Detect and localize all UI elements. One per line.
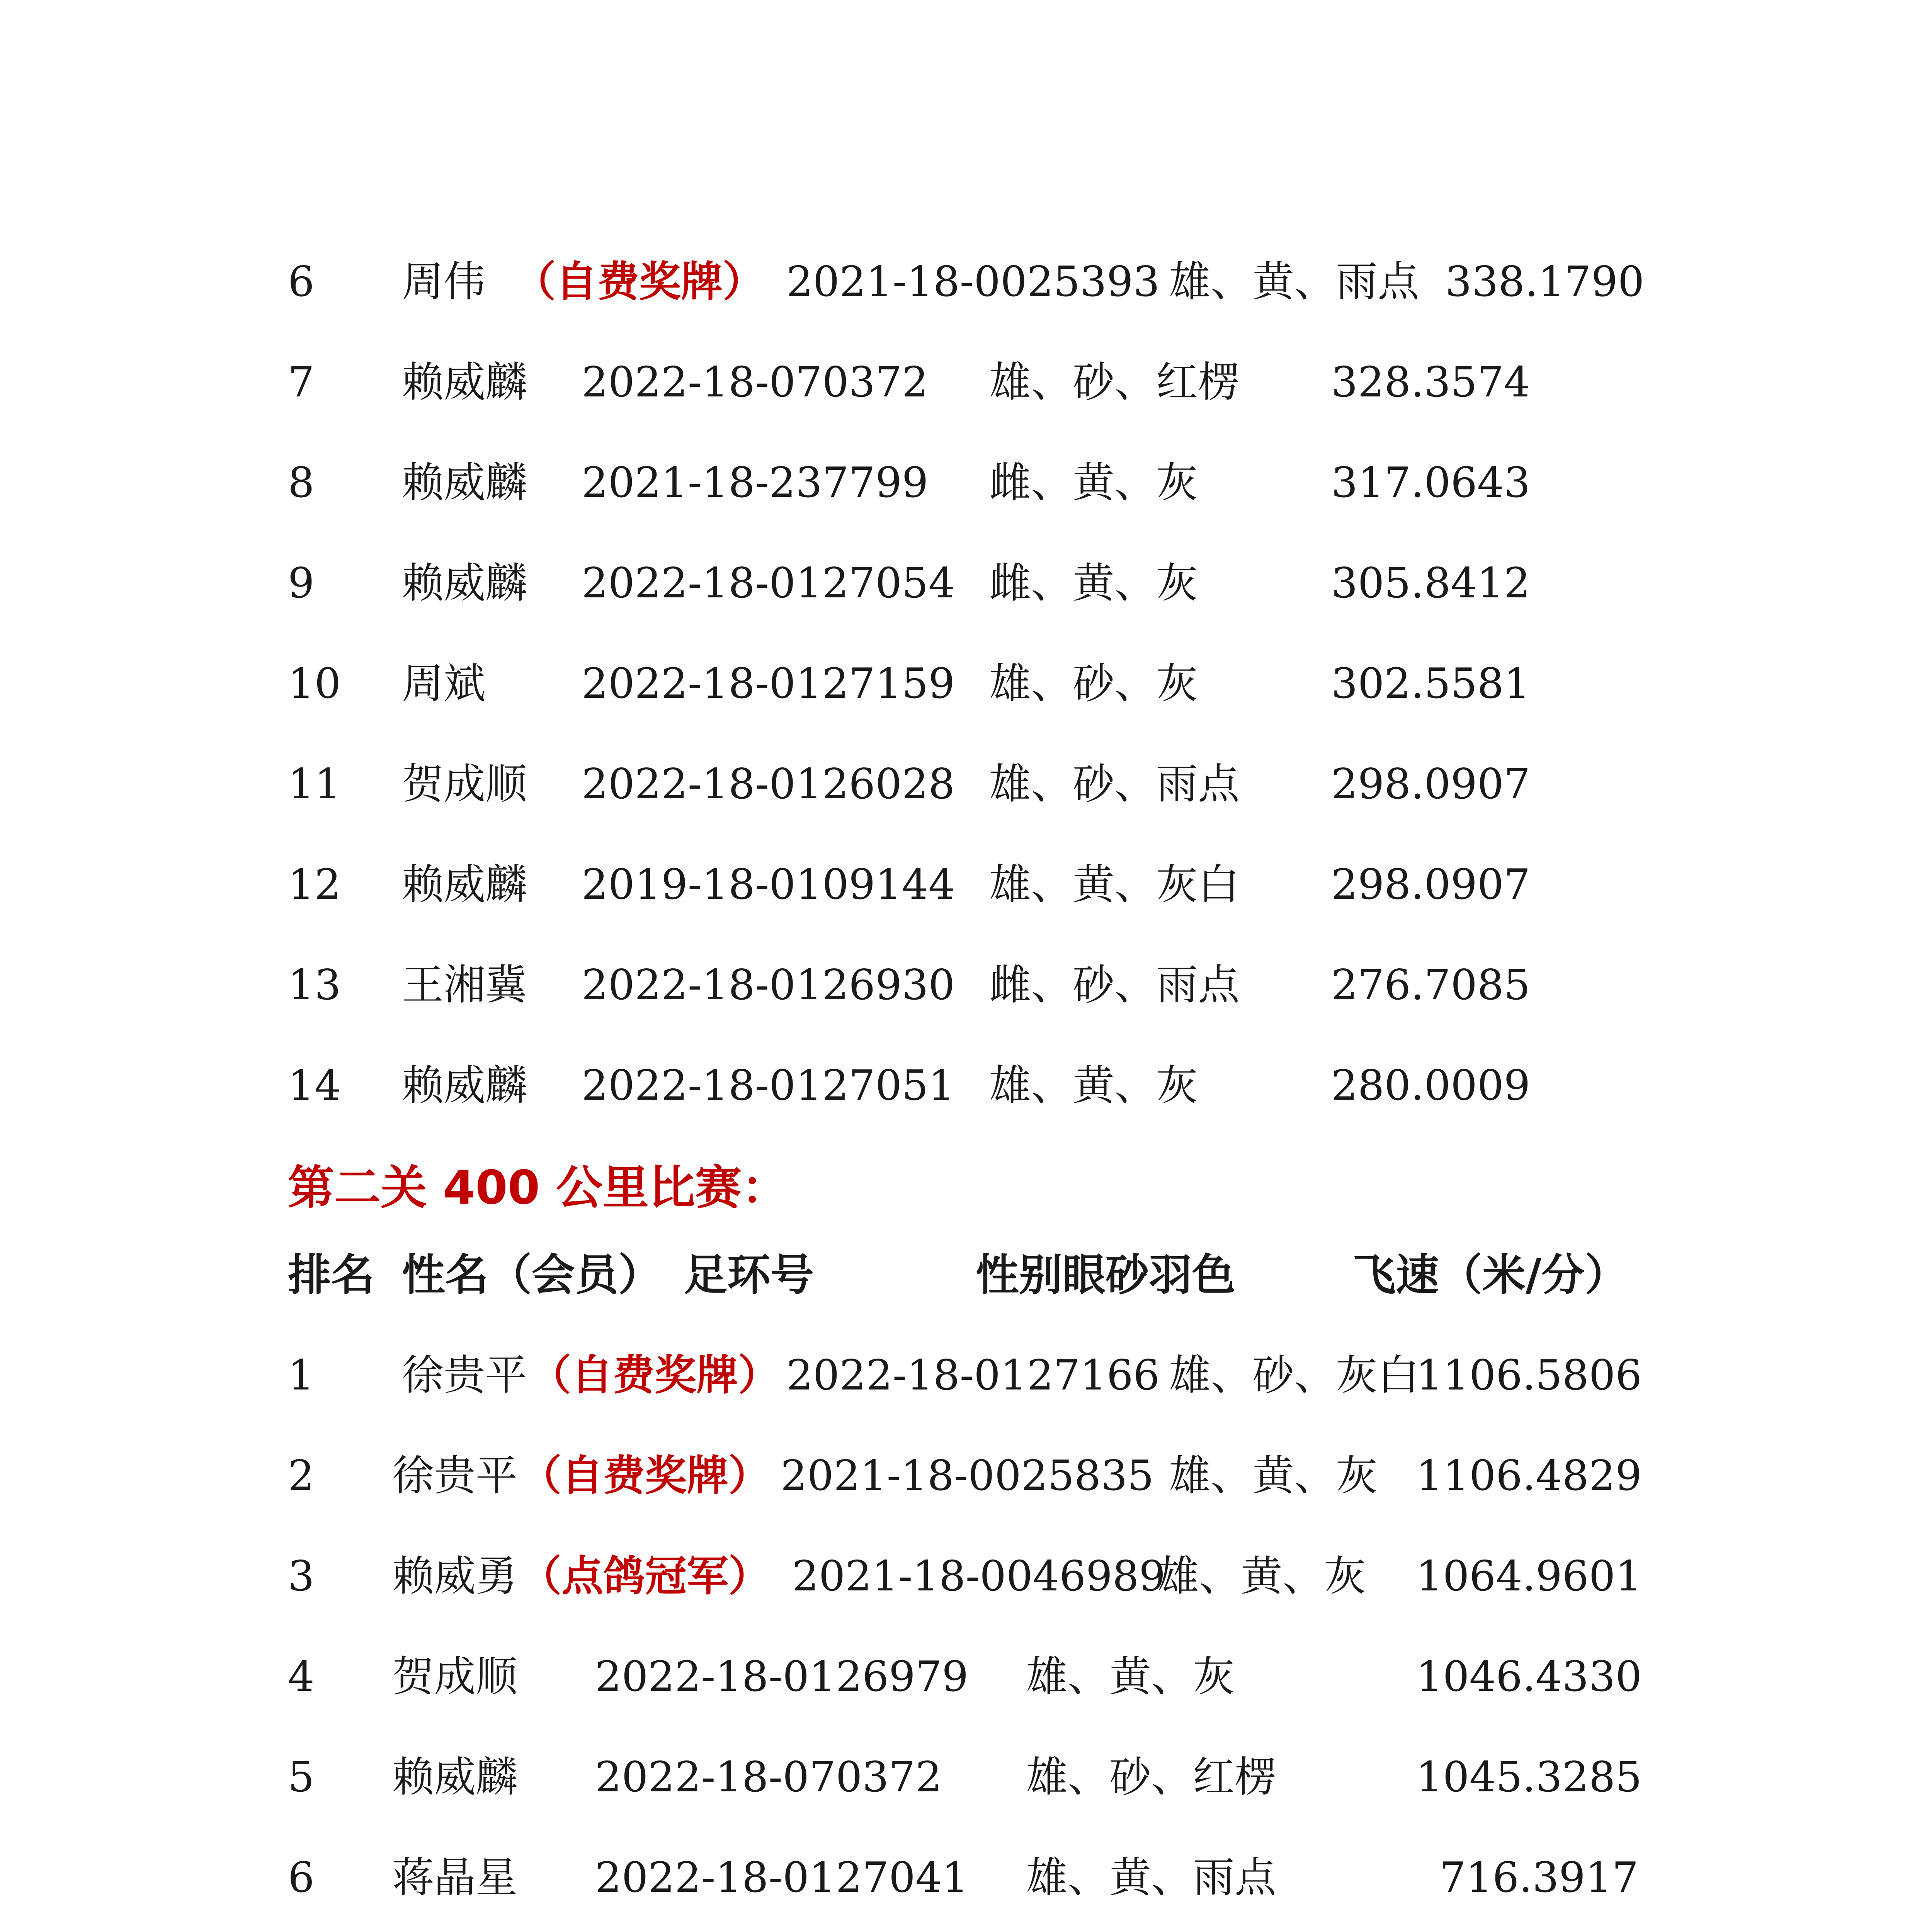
- speed-cell: 716.3917: [1439, 1854, 1639, 1902]
- attr-cell: 雌、黄、灰: [989, 459, 1198, 507]
- table-row: [0, 350, 1917, 415]
- attr-cell: 雄、砂、灰白: [1169, 1351, 1420, 1400]
- rank-cell: 5: [288, 1753, 315, 1801]
- table-row: [0, 1053, 1917, 1119]
- ring-cell: 2022-18-0127159: [582, 660, 955, 708]
- header-name: 性名（会员）: [402, 1250, 662, 1300]
- attr-cell: 雄、砂、雨点: [989, 760, 1240, 808]
- ring-cell: 2022-18-0126979: [595, 1653, 969, 1701]
- table-row: [0, 1644, 1917, 1710]
- rank-cell: 14: [288, 1061, 341, 1110]
- tag-cell: （自费奖牌）: [520, 1452, 771, 1500]
- section-2-title: 第二关 400 公里比赛：: [288, 1161, 788, 1215]
- ring-cell: 2021-18-0025393: [786, 258, 1160, 306]
- name-cell: 贺成顺: [402, 760, 527, 808]
- name-cell: 王湘冀: [402, 961, 527, 1009]
- attr-cell: 雄、黄、灰: [1169, 1452, 1378, 1500]
- ring-cell: 2022-18-0126028: [582, 760, 955, 808]
- header-speed: 飞速（米/分）: [1352, 1250, 1628, 1300]
- speed-cell: 328.3574: [1331, 358, 1531, 406]
- rank-cell: 9: [288, 559, 315, 607]
- speed-cell: 276.7085: [1331, 961, 1531, 1009]
- name-cell: 赖威麟: [402, 559, 527, 607]
- name-cell: 贺成顺: [392, 1653, 518, 1701]
- speed-cell: 305.8412: [1331, 559, 1531, 607]
- table-row: [0, 551, 1917, 616]
- attr-cell: 雄、黄、灰: [1026, 1653, 1235, 1701]
- table-row: [0, 450, 1917, 516]
- name-cell: 周斌: [402, 660, 486, 708]
- rank-cell: 6: [288, 1854, 315, 1902]
- ring-cell: 2022-18-0127166: [786, 1351, 1160, 1400]
- attr-cell: 雌、砂、雨点: [989, 961, 1240, 1009]
- speed-cell: 280.0009: [1331, 1061, 1531, 1110]
- rank-cell: 1: [288, 1351, 315, 1400]
- speed-cell: 1045.3285: [1416, 1753, 1642, 1801]
- name-cell: 周伟: [402, 258, 486, 306]
- name-cell: 徐贵平: [402, 1351, 527, 1400]
- ring-cell: 2021-18-0046989: [792, 1552, 1166, 1600]
- rank-cell: 11: [288, 760, 341, 808]
- ring-cell: 2021-18-0025835: [781, 1452, 1154, 1500]
- ring-cell: 2019-18-0109144: [582, 861, 955, 909]
- ring-cell: 2022-18-070372: [595, 1753, 942, 1801]
- speed-cell: 1046.4330: [1416, 1653, 1642, 1701]
- header-attr: 性别眼砂羽色: [976, 1250, 1235, 1300]
- attr-cell: 雄、砂、红楞: [989, 358, 1240, 406]
- speed-cell: 298.0907: [1331, 861, 1531, 909]
- section-2-header-row: [0, 1242, 1917, 1308]
- table-row: [0, 1745, 1917, 1810]
- ring-cell: 2022-18-0126930: [582, 961, 955, 1009]
- header-rank: 排名: [288, 1250, 374, 1300]
- attr-cell: 雄、黄、雨点: [1026, 1854, 1277, 1902]
- table-row: [0, 852, 1917, 918]
- table-row: [0, 651, 1917, 717]
- table-row: [0, 1343, 1917, 1408]
- ring-cell: 2022-18-0127054: [582, 559, 955, 607]
- tag-cell: （点鸽冠军）: [520, 1552, 771, 1600]
- ring-cell: 2022-18-0127041: [595, 1854, 969, 1902]
- speed-cell: 338.1790: [1445, 258, 1645, 306]
- speed-cell: 302.5581: [1331, 660, 1531, 708]
- rank-cell: 7: [288, 358, 315, 406]
- attr-cell: 雄、黄、灰白: [989, 861, 1240, 909]
- attr-cell: 雄、黄、雨点: [1169, 258, 1420, 306]
- table-row: [0, 1845, 1917, 1911]
- speed-cell: 317.0643: [1331, 459, 1531, 507]
- ring-cell: 2021-18-237799: [582, 459, 929, 507]
- name-cell: 赖威麟: [402, 861, 527, 909]
- table-row: [0, 752, 1917, 817]
- name-cell: 赖威麟: [402, 1061, 527, 1110]
- table-row: [0, 1544, 1917, 1609]
- rank-cell: 6: [288, 258, 315, 306]
- attr-cell: 雄、黄、灰: [1157, 1552, 1366, 1600]
- name-cell: 徐贵平: [392, 1452, 518, 1500]
- attr-cell: 雄、砂、红楞: [1026, 1753, 1277, 1801]
- rank-cell: 12: [288, 861, 341, 909]
- speed-cell: 1106.5806: [1416, 1351, 1642, 1400]
- name-cell: 赖威麟: [392, 1753, 518, 1801]
- name-cell: 蒋晶星: [392, 1854, 518, 1902]
- table-row: [0, 1443, 1917, 1509]
- attr-cell: 雄、黄、灰: [989, 1061, 1198, 1110]
- rank-cell: 10: [288, 660, 341, 708]
- ring-cell: 2022-18-0127051: [582, 1061, 955, 1110]
- header-ring: 足环号: [684, 1250, 814, 1300]
- name-cell: 赖威麟: [402, 459, 527, 507]
- tag-cell: （自费奖牌）: [529, 1351, 780, 1400]
- tag-cell: （自费奖牌）: [514, 258, 765, 306]
- rank-cell: 4: [288, 1653, 315, 1701]
- rank-cell: 2: [288, 1452, 315, 1500]
- rank-cell: 8: [288, 459, 315, 507]
- table-row: [0, 952, 1917, 1018]
- name-cell: 赖威勇: [392, 1552, 518, 1600]
- speed-cell: 1064.9601: [1416, 1552, 1642, 1600]
- rank-cell: 3: [288, 1552, 315, 1600]
- name-cell: 赖威麟: [402, 358, 527, 406]
- table-row: [0, 249, 1917, 315]
- rank-cell: 13: [288, 961, 341, 1009]
- ring-cell: 2022-18-070372: [582, 358, 929, 406]
- attr-cell: 雄、砂、灰: [989, 660, 1198, 708]
- speed-cell: 298.0907: [1331, 760, 1531, 808]
- speed-cell: 1106.4829: [1416, 1452, 1642, 1500]
- attr-cell: 雌、黄、灰: [989, 559, 1198, 607]
